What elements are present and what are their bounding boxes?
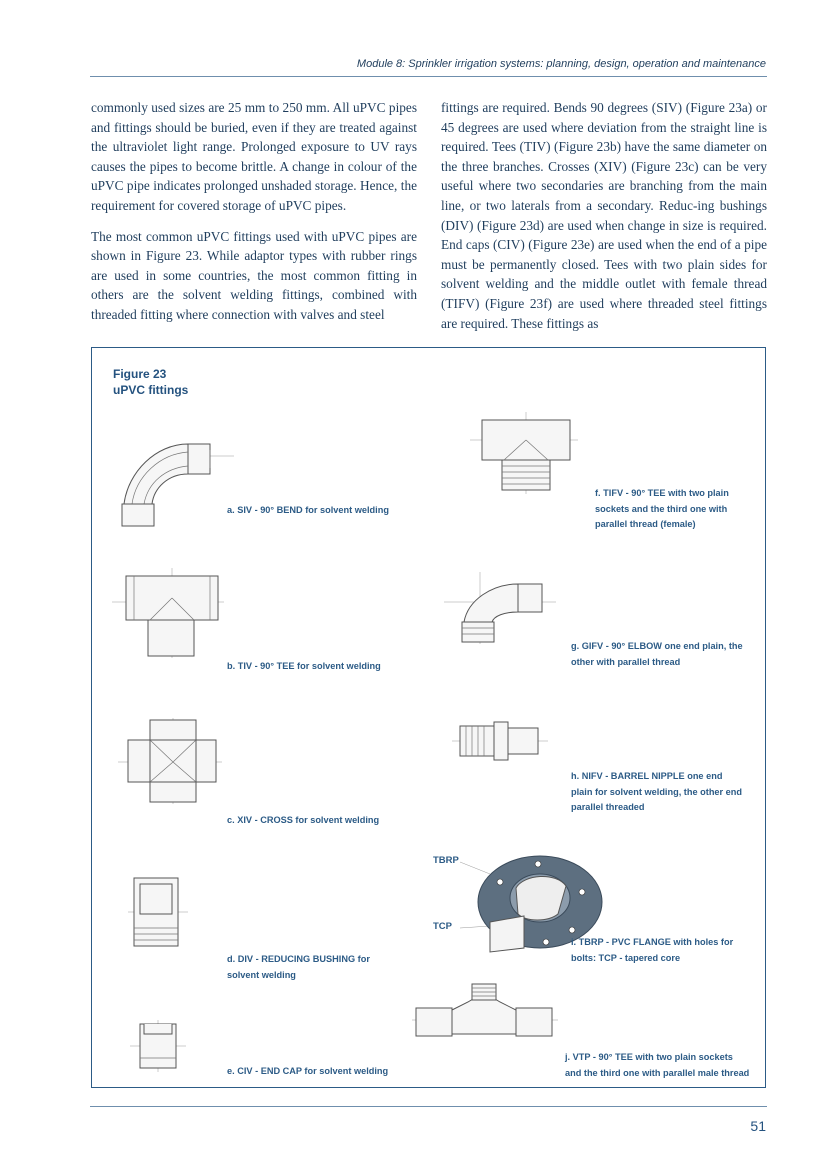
caption-b: b. TIV - 90° TEE for solvent welding (227, 661, 381, 671)
caption-i (571, 935, 733, 966)
cross-fitting-drawing (118, 718, 222, 804)
caption-j-line-2: and the third one with parallel male thread (565, 1067, 750, 1078)
label-tbrp: TBRP (433, 855, 459, 866)
figure-heading (113, 366, 188, 398)
header-rule (90, 76, 767, 77)
left-paragraph-2: The most common uPVC fittings used with uPVC pipes are shown in Figure 23. While adaptor types with rubber rings are used in some countries, the most common fitting in others are the solvent welding fittings, combined with threaded fitting where connection with valves and steel (91, 228, 417, 322)
threaded-tee-drawing (470, 412, 578, 494)
caption-h (571, 769, 742, 816)
male-thread-tee-drawing (412, 980, 558, 1046)
caption-i-line-1: i. TBRP - PVC FLANGE with holes for (571, 937, 734, 947)
caption-d (227, 952, 370, 983)
caption-i-line-2: bolts: TCP - tapered core (571, 952, 681, 963)
caption-f-line-2: sockets and the third one with (595, 503, 728, 514)
caption-h-line-2: plain for solvent welding, the other end (571, 786, 743, 797)
caption-g-line-1: g. GIFV - 90° ELBOW one end plain, the (571, 641, 743, 651)
caption-h-line-3: parallel threaded (571, 802, 645, 812)
running-header: Module 8: Sprinkler irrigation systems: planning, design, operation and maintenance (356, 58, 766, 70)
left-column (91, 98, 417, 336)
caption-g (571, 639, 743, 670)
right-paragraph-1: fittings are required. Bends 90 degrees (SIV) (Figure 23a) or 45 degrees are used where deviation from the straight line is required. Tees (TIV) (Figure 23b) have the same diameter on the three branches. Crosses (XIV) (Figure 23c) can be very useful where two secondaries are branching from the main line, or two laterals from a secondary. Reduc-ing bushings (DIV) (Figure 23d) are used when change in size is required. End caps (CIV) (Figure 23e) are used when the end of a pipe must be permanently closed. Tees with two plain sides for solvent welding and the middle outlet with female thread (TIFV) (Figure 23f) are used where threaded steel fittings are required. These fittings as (441, 100, 767, 331)
label-tcp: TCP (433, 921, 452, 932)
footer-rule (90, 1106, 767, 1107)
caption-d-line-2: solvent welding (227, 969, 296, 980)
caption-d-line-1: d. DIV - REDUCING BUSHING for (227, 954, 370, 964)
barrel-nipple-drawing (452, 718, 548, 764)
elbow-fitting-drawing (444, 572, 556, 644)
caption-j (565, 1050, 749, 1081)
caption-f-line-3: parallel thread (female) (595, 519, 696, 529)
caption-a: a. SIV - 90° BEND for solvent welding (227, 505, 389, 515)
tee-fitting-drawing (112, 568, 224, 658)
caption-f-line-1: f. TIFV - 90° TEE with two plain (595, 488, 729, 498)
page-number: 51 (750, 1118, 766, 1134)
caption-h-line-1: h. NIFV - BARREL NIPPLE one end (571, 771, 723, 781)
bend-fitting-drawing (116, 432, 238, 527)
figure-number: Figure 23 (113, 367, 167, 381)
figure-title: uPVC fittings (113, 383, 189, 397)
left-paragraph-1: commonly used sizes are 25 mm to 250 mm. All uPVC pipes and fittings should be buried, even if they are treated against the ultraviolet light range. Prolonged exposure to UV rays causes the pipes to become brittle. A change in colour of the uPVC pipe indicates prolonged unshaded storage. Hence, the requirement for covered storage of uPVC pipes. (91, 100, 417, 213)
caption-f (595, 486, 729, 533)
caption-c: c. XIV - CROSS for solvent welding (227, 815, 380, 825)
reducing-bushing-drawing (128, 872, 188, 950)
right-column (441, 98, 767, 344)
caption-g-line-2: other with parallel thread (571, 656, 681, 667)
end-cap-drawing (130, 1020, 186, 1072)
caption-j-line-1: j. VTP - 90° TEE with two plain sockets (565, 1052, 733, 1062)
caption-e: e. CIV - END CAP for solvent welding (227, 1066, 389, 1076)
